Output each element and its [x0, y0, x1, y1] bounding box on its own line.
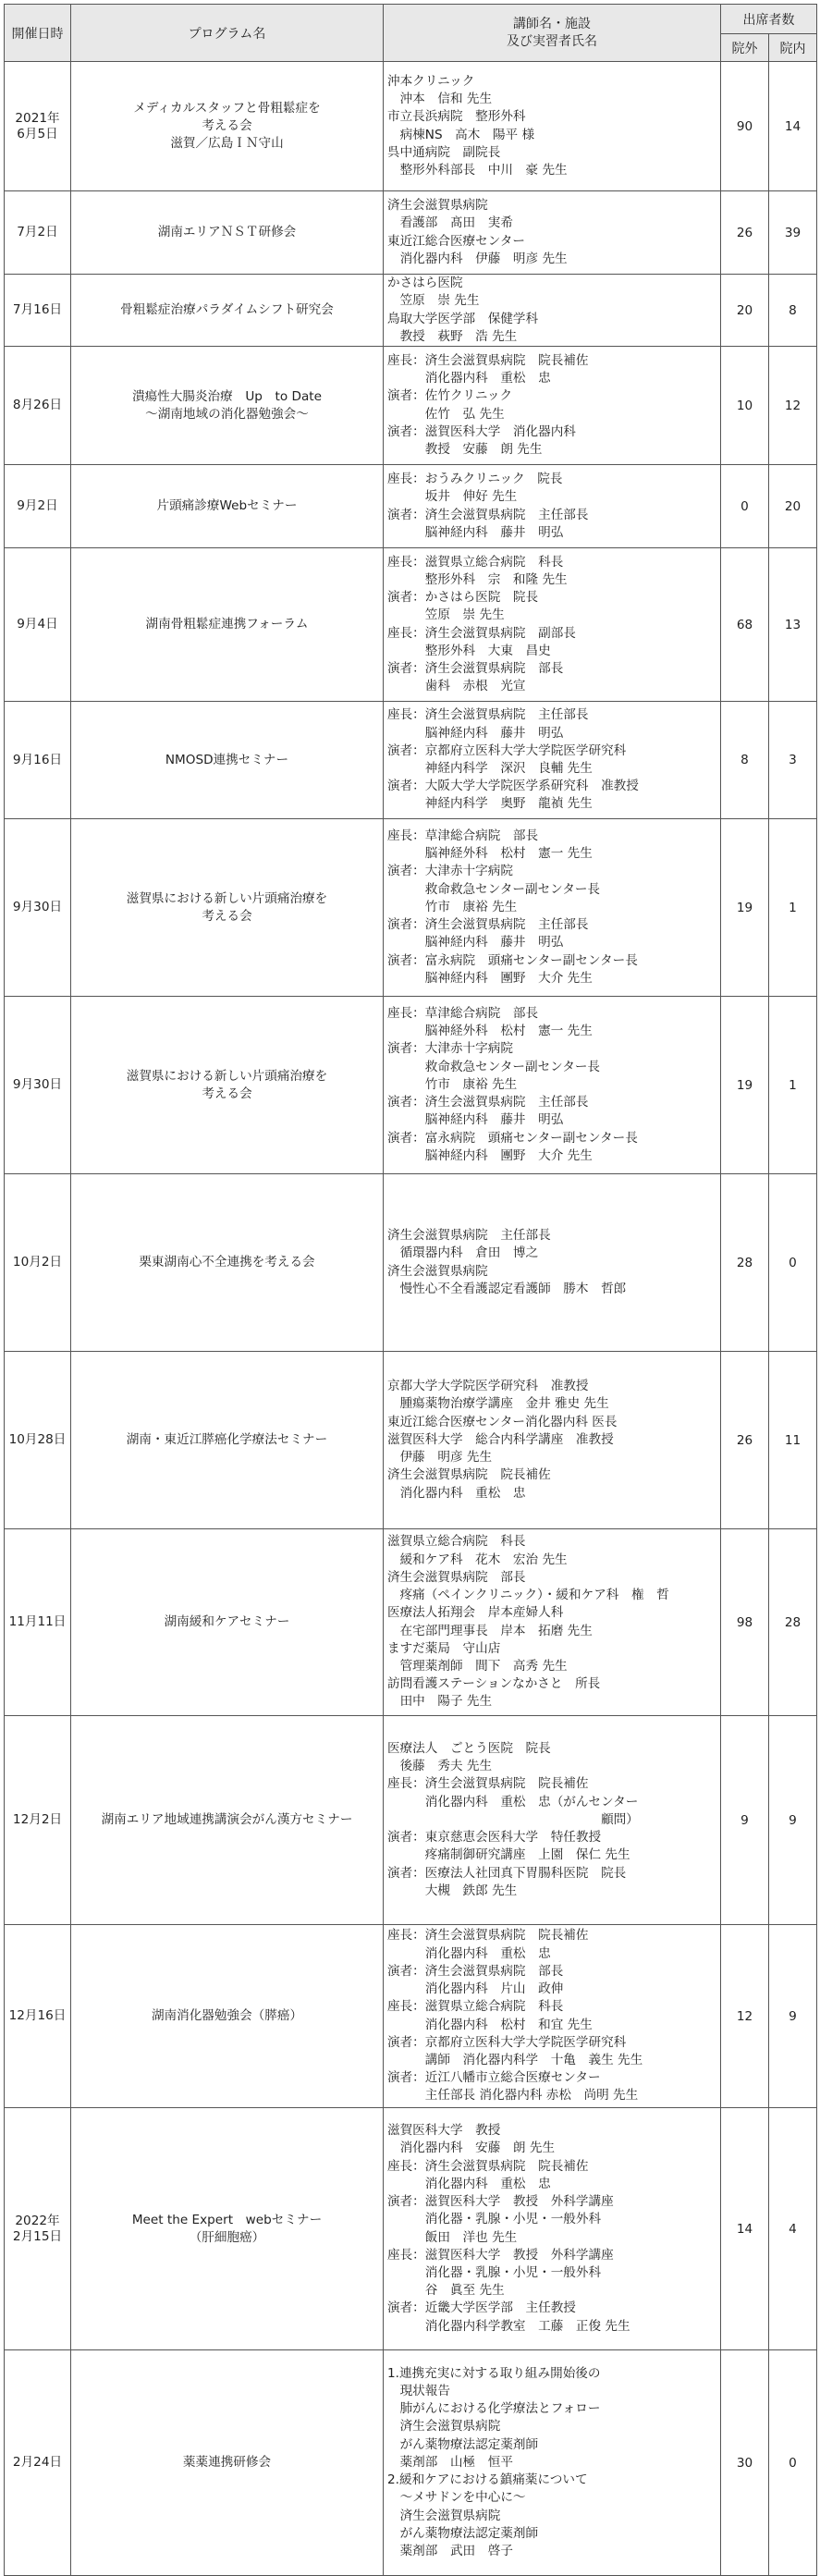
- lecturer-line: 東近江総合医療センター: [387, 233, 525, 249]
- outside-count: 19: [721, 997, 769, 1174]
- header-inside: 院内: [769, 34, 817, 62]
- program-line: 湖南エリア地域連携講演会がん漢方セミナー: [101, 1812, 353, 1827]
- table-row: [5, 1352, 817, 1529]
- lecturer-line: 慢性心不全看護認定看護師 勝木 哲郎: [387, 1281, 627, 1296]
- program-cell: [71, 2350, 384, 2576]
- lecturer-line: 演者：富永病院 頭痛センター副センター長: [387, 1130, 638, 1146]
- lecturer-line: 坂井 伸好 先生: [387, 489, 518, 505]
- lecturer-line: 現状報告: [387, 2384, 450, 2399]
- lecturer-line: 演者：滋賀医科大学 消化器内科: [387, 423, 576, 439]
- lecturer-line: 整形外科 大東 昌史: [387, 643, 551, 658]
- lecturer-line: 消化器内科学教室 工藤 正俊 先生: [387, 2318, 630, 2334]
- lecturer-line: 整形外科部長 中川 豪 先生: [387, 162, 568, 178]
- header-date: 開催日時: [5, 5, 71, 62]
- program-cell: [71, 702, 384, 819]
- lecturer-line: 消化器内科 重松 忠: [387, 1485, 526, 1501]
- header-attendance: 出席者数: [721, 5, 817, 34]
- lecturer-line: 消化器内科 安藤 朗 先生: [387, 2141, 556, 2156]
- lecturer-cell: [384, 819, 721, 997]
- lecturer-line: 演者：近畿大学医学部 主任教授: [387, 2300, 576, 2316]
- table-row: [5, 819, 817, 997]
- program-cell: [71, 62, 384, 191]
- lecturer-line: 看護部 髙田 実希: [387, 215, 513, 231]
- outside-count: 90: [721, 62, 769, 191]
- lecturer-line: 脳神経外科 松村 憲一 先生: [387, 1024, 593, 1039]
- lecturer-line: ～メサドンを中心に～: [387, 2490, 526, 2506]
- lecturer-cell: [384, 191, 721, 275]
- table-row: [5, 997, 817, 1174]
- lecturer-line: 医療法人拓翔会 岸本産婦人科: [387, 1605, 564, 1621]
- lecturer-line: 歯科 赤根 光宣: [387, 679, 526, 694]
- lecturer-line: がん薬物療法認定薬剤師: [387, 2525, 539, 2541]
- lecturer-cell: [384, 997, 721, 1174]
- date-cell: [5, 191, 71, 275]
- program-line: メディカルスタッフと骨粗鬆症を: [133, 101, 321, 116]
- program-cell: [71, 1352, 384, 1529]
- lecturer-line: 神経内科学 奥野 龍禎 先生: [387, 796, 593, 812]
- program-cell: [71, 1716, 384, 1925]
- program-line: 湖南エリアＮＳＴ研修会: [157, 225, 297, 239]
- lecturer-line: 神経内科学 深沢 良輔 先生: [387, 761, 593, 776]
- lecturer-cell: [384, 1925, 721, 2108]
- inside-count: 1: [769, 997, 817, 1174]
- lecturer-line: 座長：済生会滋賀県病院 院長補佐: [387, 352, 589, 368]
- lecturer-line: 顧問）: [387, 1811, 639, 1827]
- lecturer-line: かさはら医院: [387, 276, 463, 291]
- program-line: 湖南緩和ケアセミナー: [164, 1614, 290, 1629]
- header-lecturer-line: 講師名・施設: [513, 16, 591, 31]
- header-outside: 院外: [721, 34, 769, 62]
- inside-count: 9: [769, 1925, 817, 2108]
- lecturer-line: 脳神経内科 藤井 明弘: [387, 935, 564, 951]
- lecturer-line: 竹市 康裕 先生: [387, 899, 518, 914]
- lecturer-line: 市立長浜病院 整形外科: [387, 109, 526, 125]
- lecturer-line: 座長：草津総合病院 部長: [387, 828, 539, 844]
- lecturer-line: 整形外科 宗 和隆 先生: [387, 571, 568, 587]
- lecturer-line: 演者：佐竹クリニック: [387, 388, 513, 404]
- date-cell: [5, 275, 71, 347]
- lecturer-cell: [384, 2108, 721, 2350]
- program-line: 栗東湖南心不全連携を考える会: [139, 1255, 315, 1270]
- outside-count: 12: [721, 1925, 769, 2108]
- header-program: プログラム名: [71, 5, 384, 62]
- date-cell: [5, 819, 71, 997]
- lecturer-cell: [384, 2350, 721, 2576]
- program-line: 滋賀／広島ＩＮ守山: [170, 136, 284, 151]
- lecturer-line: 脳神経外科 松村 憲一 先生: [387, 846, 593, 862]
- table-row: [5, 1529, 817, 1716]
- lecturer-line: 演者：大津赤十字病院: [387, 1041, 513, 1057]
- header-lecturer: [384, 5, 721, 62]
- program-line: 考える会: [202, 1086, 252, 1101]
- date-line: 2022年: [15, 2213, 60, 2228]
- lecturer-line: 呉中通病院 副院長: [387, 144, 501, 160]
- program-line: Meet the Expert webセミナー: [131, 2212, 323, 2227]
- table-row: [5, 1925, 817, 2108]
- lecturer-line: 演者：近江八幡市立総合医療センター: [387, 2070, 601, 2086]
- lecturer-line: 演者：医療法人社団真下胃腸科医院 院長: [387, 1865, 627, 1881]
- lecturer-line: 講師 消化器内科学 十亀 義生 先生: [387, 2052, 643, 2067]
- lecturer-line: 薬剤部 山極 恒平: [387, 2454, 513, 2470]
- lecturer-cell: [384, 548, 721, 702]
- lecturer-line: 演者：京都府立医科大学大学院医学研究科: [387, 742, 627, 758]
- program-line: 薬薬連携研修会: [182, 2455, 272, 2470]
- program-cell: [71, 1529, 384, 1716]
- inside-count: 12: [769, 347, 817, 465]
- program-cell: [71, 347, 384, 465]
- lecturer-line: 脳神経内科 藤井 明弘: [387, 725, 564, 741]
- lecturer-line: 沖本 信和 先生: [387, 92, 493, 107]
- date-line: 6月5日: [17, 126, 58, 141]
- program-cell: [71, 1925, 384, 2108]
- lecturer-cell: [384, 702, 721, 819]
- date-line: 9月30日: [12, 1077, 63, 1092]
- date-cell: [5, 1352, 71, 1529]
- outside-count: 14: [721, 2108, 769, 2350]
- lecturer-line: 主任部長 消化器内科 赤松 尚明 先生: [387, 2088, 639, 2104]
- lecturer-line: 谷 眞至 先生: [387, 2283, 505, 2299]
- inside-count: 1: [769, 819, 817, 997]
- date-cell: [5, 1529, 71, 1716]
- table-row: [5, 1716, 817, 1925]
- lecturer-line: 座長：おうみクリニック 院長: [387, 472, 563, 487]
- lecturer-line: 脳神経内科 團野 大介 先生: [387, 970, 593, 986]
- lecturer-cell: [384, 1174, 721, 1352]
- lecturer-line: 済生会滋賀県病院 主任部長: [387, 1228, 551, 1244]
- lecturer-line: 座長：済生会滋賀県病院 副部長: [387, 625, 576, 641]
- date-cell: [5, 1925, 71, 2108]
- lecturer-line: 演者：東京慈恵会医科大学 特任教授: [387, 1830, 602, 1846]
- date-cell: [5, 1716, 71, 1925]
- program-cell: [71, 275, 384, 347]
- date-cell: [5, 347, 71, 465]
- lecturer-line: 救命救急センター副センター長: [387, 881, 601, 897]
- date-line: 11月11日: [8, 1614, 67, 1629]
- lecturer-line: 済生会滋賀県病院: [387, 2508, 501, 2523]
- outside-count: 68: [721, 548, 769, 702]
- inside-count: 0: [769, 1174, 817, 1352]
- lecturer-line: 脳神経内科 藤井 明弘: [387, 524, 564, 540]
- outside-count: 20: [721, 275, 769, 347]
- date-line: 10月2日: [12, 1255, 63, 1270]
- table-row: [5, 347, 817, 465]
- lecturer-line: 薬剤部 武田 啓子: [387, 2543, 513, 2558]
- lecturer-line: 座長：草津総合病院 部長: [387, 1006, 539, 1022]
- outside-count: 0: [721, 465, 769, 548]
- header-lecturer-line: 及び実習者氏名: [507, 33, 597, 49]
- lecturer-line: 教授 安藤 朗 先生: [387, 441, 543, 457]
- lecturer-line: 伊藤 明彦 先生: [387, 1450, 493, 1466]
- lecturer-line: 滋賀県立総合病院 科長: [387, 1534, 526, 1550]
- lecturer-line: 腫瘍薬物治療学講座 金井 雅史 先生: [387, 1396, 609, 1412]
- lecturer-line: 訪問看護ステーションなかさと 所長: [387, 1676, 601, 1692]
- lecturer-line: 循環器内科 倉田 博之: [387, 1245, 539, 1261]
- date-cell: [5, 1174, 71, 1352]
- date-cell: [5, 465, 71, 548]
- lecturer-line: 後藤 秀夫 先生: [387, 1759, 493, 1774]
- table-row: [5, 2108, 817, 2350]
- lecturer-line: 鳥取大学医学部 保健学科: [387, 311, 539, 326]
- date-line: 8月26日: [12, 398, 63, 412]
- table-row: [5, 2350, 817, 2576]
- lecturer-line: 田中 陽子 先生: [387, 1694, 493, 1710]
- program-line: 考える会: [202, 118, 252, 133]
- program-cell: [71, 191, 384, 275]
- lecturer-line: 救命救急センター副センター長: [387, 1059, 601, 1074]
- table-row: [5, 275, 817, 347]
- program-line: 滋賀県における新しい片頭痛治療を: [126, 890, 328, 906]
- date-line: 9月2日: [17, 498, 58, 513]
- date-line: 9月16日: [12, 752, 63, 767]
- date-line: 10月28日: [8, 1432, 67, 1447]
- lecturer-cell: [384, 465, 721, 548]
- lecturer-cell: [384, 62, 721, 191]
- lecturer-line: 座長：滋賀医科大学 教授 外科学講座: [387, 2247, 614, 2263]
- lecturer-line: 笠原 崇 先生: [387, 607, 505, 623]
- lecturer-line: 座長：済生会滋賀県病院 主任部長: [387, 707, 589, 723]
- lecturer-line: 演者：済生会滋賀県病院 部長: [387, 660, 564, 676]
- date-cell: [5, 62, 71, 191]
- lecturer-line: 滋賀医科大学 教授: [387, 2123, 501, 2139]
- lecturer-line: 演者：済生会滋賀県病院 主任部長: [387, 507, 589, 522]
- lecturer-line: 演者：富永病院 頭痛センター副センター長: [387, 952, 638, 968]
- inside-count: 3: [769, 702, 817, 819]
- inside-count: 11: [769, 1352, 817, 1529]
- lecturer-line: 済生会滋賀県病院: [387, 1263, 488, 1279]
- program-cell: [71, 819, 384, 997]
- table-row: [5, 465, 817, 548]
- program-line: 湖南骨粗鬆症連携フォーラム: [145, 617, 309, 632]
- date-cell: [5, 997, 71, 1174]
- outside-count: 98: [721, 1529, 769, 1716]
- date-line: 9月4日: [17, 617, 58, 632]
- lecturer-line: 管理薬剤師 間下 高秀 先生: [387, 1658, 568, 1674]
- lecturer-line: 笠原 崇 先生: [387, 293, 480, 309]
- outside-count: 9: [721, 1716, 769, 1925]
- lecturer-line: 演者：滋賀医科大学 教授 外科学講座: [387, 2194, 614, 2210]
- date-line: 12月16日: [8, 2008, 67, 2023]
- lecturer-line: 消化器内科 重松 忠: [387, 371, 551, 386]
- lecturer-line: 消化器内科 松村 和宜 先生: [387, 2017, 593, 2032]
- program-line: 湖南消化器勉強会（膵癌）: [151, 2008, 303, 2023]
- date-cell: [5, 2108, 71, 2350]
- table-row: [5, 62, 817, 191]
- table-row: [5, 548, 817, 702]
- lecturer-line: 在宅部門理事長 岸本 拓磨 先生: [387, 1623, 593, 1638]
- lecturer-line: 消化器内科 伊藤 明彦 先生: [387, 251, 568, 266]
- date-line: 2月15日: [12, 2228, 63, 2244]
- lecturer-line: 飯田 洋也 先生: [387, 2229, 518, 2245]
- program-line: ～湖南地域の消化器勉強会～: [145, 406, 309, 422]
- inside-count: 28: [769, 1529, 817, 1716]
- program-line: 骨粗鬆症治療パラダイムシフト研究会: [120, 302, 334, 317]
- lecturer-line: 演者：大阪大学大学院医学系研究科 准教授: [387, 779, 639, 794]
- lecturer-line: 消化器内科 重松 忠: [387, 2176, 551, 2191]
- lecturer-line: 済生会滋賀県病院: [387, 2419, 501, 2435]
- program-cell: [71, 2108, 384, 2350]
- program-line: 考える会: [202, 908, 252, 924]
- inside-count: 8: [769, 275, 817, 347]
- lecturer-cell: [384, 347, 721, 465]
- lecturer-line: 済生会滋賀県病院: [387, 198, 488, 214]
- lecturer-line: 座長：済生会滋賀県病院 院長補佐: [387, 2158, 589, 2174]
- lecturer-cell: [384, 275, 721, 347]
- lecturer-line: 肺がんにおける化学療法とフォロー: [387, 2401, 601, 2417]
- lecturer-line: 済生会滋賀県病院 院長補佐: [387, 1467, 551, 1483]
- date-cell: [5, 548, 71, 702]
- lecturer-line: 疼痛（ペインクリニック）・緩和ケア科 権 哲: [387, 1588, 669, 1603]
- program-cell: [71, 1174, 384, 1352]
- lecturer-line: 大槻 鉄郎 先生: [387, 1883, 518, 1898]
- outside-count: 8: [721, 702, 769, 819]
- lecturer-line: 座長：済生会滋賀県病院 院長補佐: [387, 1928, 589, 1944]
- date-line: 9月30日: [12, 900, 63, 914]
- lecturer-line: 佐竹 弘 先生: [387, 406, 505, 422]
- lecturer-line: 済生会滋賀県病院 部長: [387, 1569, 526, 1585]
- outside-count: 19: [721, 819, 769, 997]
- inside-count: 39: [769, 191, 817, 275]
- program-cell: [71, 465, 384, 548]
- date-line: 2021年: [15, 110, 60, 126]
- date-cell: [5, 2350, 71, 2576]
- lecturer-line: 1.連携充実に対する取り組み開始後の: [387, 2365, 601, 2381]
- lecturer-line: 演者：済生会滋賀県病院 部長: [387, 1963, 564, 1979]
- inside-count: 9: [769, 1716, 817, 1925]
- inside-count: 4: [769, 2108, 817, 2350]
- program-line: 滋賀県における新しい片頭痛治療を: [126, 1068, 328, 1084]
- table-row: [5, 1174, 817, 1352]
- date-line: 2月24日: [12, 2455, 63, 2470]
- lecturer-line: 消化器・乳腺・小児・一般外科: [387, 2264, 602, 2280]
- program-line: 片頭痛診療Webセミナー: [156, 498, 298, 513]
- lecturer-line: 沖本クリニック: [387, 73, 475, 89]
- program-cell: [71, 548, 384, 702]
- outside-count: 30: [721, 2350, 769, 2576]
- lecturer-line: 消化器内科 片山 政伸: [387, 1981, 564, 1997]
- lecturer-line: 脳神経内科 團野 大介 先生: [387, 1147, 593, 1163]
- program-line: 湖南・東近江膵癌化学療法セミナー: [126, 1432, 328, 1447]
- lecturer-line: ますだ薬局 守山店: [387, 1640, 501, 1656]
- lecturer-line: 座長：済生会滋賀県病院 院長補佐: [387, 1776, 589, 1792]
- lecturer-cell: [384, 1529, 721, 1716]
- lecturer-line: 消化器・乳腺・小児・一般外科: [387, 2212, 602, 2227]
- lecturer-line: 座長：滋賀県立総合病院 科長: [387, 554, 564, 570]
- lecturer-line: 座長：滋賀県立総合病院 科長: [387, 1999, 564, 2015]
- inside-count: 0: [769, 2350, 817, 2576]
- date-line: 7月16日: [12, 302, 63, 317]
- program-line: NMOSD連携セミナー: [165, 752, 289, 767]
- table-row: [5, 191, 817, 275]
- lecturer-line: 消化器内科 重松 忠: [387, 1945, 551, 1961]
- outside-count: 26: [721, 191, 769, 275]
- date-line: 7月2日: [17, 225, 58, 239]
- program-table: [4, 4, 817, 2576]
- outside-count: 10: [721, 347, 769, 465]
- program-line: 潰瘍性大腸炎治療 Up to Date: [132, 388, 322, 404]
- table-row: [5, 702, 817, 819]
- lecturer-line: 病棟NS 高木 陽平 様: [387, 127, 535, 142]
- program-cell: [71, 997, 384, 1174]
- program-line: （肝細胞癌）: [189, 2229, 265, 2245]
- lecturer-cell: [384, 1352, 721, 1529]
- lecturer-line: 竹市 康裕 先生: [387, 1076, 518, 1092]
- date-cell: [5, 702, 71, 819]
- lecturer-line: 演者：かさはら医院 院長: [387, 590, 539, 606]
- lecturer-line: 医療法人 ごとう医院 院長: [387, 1741, 551, 1757]
- date-line: 12月2日: [12, 1812, 63, 1827]
- lecturer-line: 脳神経内科 藤井 明弘: [387, 1112, 564, 1128]
- lecturer-line: 演者：大津赤十字病院: [387, 864, 513, 879]
- lecturer-line: 演者：京都府立医科大学大学院医学研究科: [387, 2034, 627, 2050]
- inside-count: 14: [769, 62, 817, 191]
- outside-count: 26: [721, 1352, 769, 1529]
- lecturer-line: 2.緩和ケアにおける鎮痛薬について: [387, 2472, 588, 2488]
- lecturer-line: 演者：済生会滋賀県病院 主任部長: [387, 917, 589, 933]
- outside-count: 28: [721, 1174, 769, 1352]
- lecturer-line: 教授 萩野 浩 先生: [387, 328, 518, 344]
- lecturer-line: 疼痛制御研究講座 上園 保仁 先生: [387, 1847, 630, 1863]
- lecturer-line: 緩和ケア科 花木 宏治 先生: [387, 1552, 568, 1567]
- lecturer-line: がん薬物療法認定薬剤師: [387, 2436, 539, 2452]
- inside-count: 13: [769, 548, 817, 702]
- inside-count: 20: [769, 465, 817, 548]
- lecturer-line: 滋賀医科大学 総合内科学講座 准教授: [387, 1431, 614, 1447]
- lecturer-cell: [384, 1716, 721, 1925]
- lecturer-line: 東近江総合医療センター消化器内科 医長: [387, 1414, 618, 1429]
- lecturer-line: 消化器内科 重松 忠（がんセンター: [387, 1794, 639, 1809]
- lecturer-line: 京都大学大学院医学研究科 准教授: [387, 1379, 589, 1394]
- lecturer-line: 演者：済生会滋賀県病院 主任部長: [387, 1095, 589, 1110]
